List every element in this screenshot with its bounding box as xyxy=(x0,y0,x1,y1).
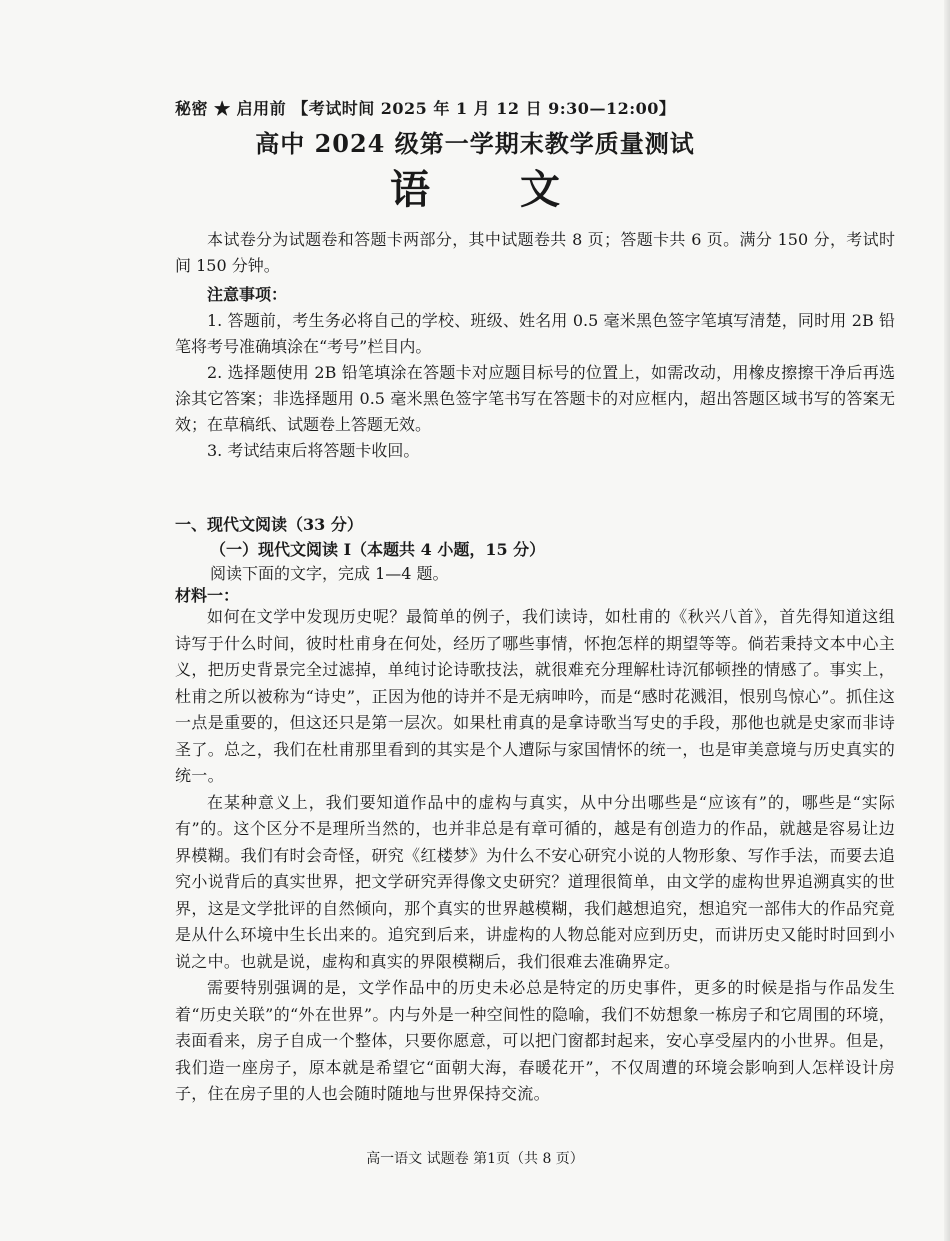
material-paragraph-1: 如何在文学中发现历史呢？最简单的例子，我们读诗，如杜甫的《秋兴八首》，首先得知道这组诗写于什么时间，彼时杜甫身在何处，经历了哪些事情，怀抱怎样的期望等等。倘若秉持文本中心主义，把历史背景完全过滤掉，单纯讨论诗歌技法，就很难充分理解杜诗沉郁顿挫的情感了。事实上，杜甫之所以被称为“诗史”，正因为他的诗并不是无病呻吟，而是“感时花溅泪，恨别鸟惊心”。抓住这一点是重要的，但这还只是第一层次。如果杜甫真的是拿诗歌当写史的手段，那他也就是史家而非诗圣了。总之，我们在杜甫那里看到的其实是个人遭际与家国情怀的统一，也是审美意境与历史真实的统一。 xyxy=(175,607,895,785)
note-item-2: 2. 选择题使用 2B 铅笔填涂在答题卡对应题目标号的位置上，如需改动，用橡皮擦擦干净后再选涂其它答案；非选择题用 0.5 毫米黑色签字笔书写在答题卡的对应框内，超出答题区域书写的答案无效；在草稿纸、试题卷上答题无效。 xyxy=(175,363,895,434)
intro-block xyxy=(175,227,895,279)
material-label: 材料一： xyxy=(175,586,240,605)
intro-text: 本试卷分为试题卷和答题卡两部分，其中试题卷共 8 页；答题卡共 6 页。满分 150 分，考试时间 150 分钟。 xyxy=(175,230,895,275)
material-paragraph-3: 需要特别强调的是，文学作品中的历史未必总是特定的历史事件，更多的时候是指与作品发生着“历史关联”的“外在世界”。内与外是一种空间性的隐喻，我们不妨想象一栋房子和它周围的环境，表面看来，房子自成一个整体，只要你愿意，可以把门窗都封起来，安心享受屋内的小世界。但是，我们造一座房子，原本就是希望它“面朝大海，春暖花开”，不仅周遭的环境会影响到人怎样设计房子，住在房子里的人也会随时随地与世界保持交流。 xyxy=(175,978,895,1103)
reading-instruction: 阅读下面的文字，完成 1—4 题。 xyxy=(210,564,449,583)
confidential-header: 秘密 ★ 启用前 【考试时间 2025 年 1 月 12 日 9:30—12:00】 xyxy=(175,99,676,118)
page-footer: 高一语文 试题卷 第1页（共 8 页） xyxy=(366,1151,584,1167)
note-item-1: 1. 答题前，考生务必将自己的学校、班级、姓名用 0.5 毫米黑色签字笔填写清楚，同时用 2B 铅笔将考号准确填涂在“考号”栏目内。 xyxy=(175,311,895,356)
section-heading: 一、现代文阅读（33 分） xyxy=(175,515,363,534)
material-text xyxy=(175,604,895,1108)
material-paragraph-2: 在某种意义上，我们要知道作品中的虚构与真实，从中分出哪些是“应该有”的，哪些是“实际有”的。这个区分不是理所当然的，也并非总是有章可循的，越是有创造力的作品，就越是容易让边界模糊。我们有时会奇怪，研究《红楼梦》为什么不安心研究小说的人物形象、写作手法，而要去追究小说背后的真实世界，把文学研究弄得像文史研究？道理很简单，由文学的虚构世界追溯真实的世界，这是文学批评的自然倾向，那个真实的世界越模糊，我们越想追究，想追究一部伟大的作品究竟是从什么环境中生长出来的。追究到后来，讲虚构的人物总能对应到历史，而讲历史又能时时回到小说之中。也就是说，虚构和真实的界限模糊后，我们很难去准确界定。 xyxy=(175,792,895,971)
note-item-3: 3. 考试结束后将答题卡收回。 xyxy=(207,441,420,460)
subject-title: 语 文 xyxy=(390,166,598,213)
sub-section-heading: （一）现代文阅读 I（本题共 4 小题，15 分） xyxy=(210,540,546,559)
notes-block xyxy=(175,282,895,464)
exam-title: 高中 2024 级第一学期末教学质量测试 xyxy=(255,129,695,158)
notes-heading: 注意事项： xyxy=(207,285,288,304)
